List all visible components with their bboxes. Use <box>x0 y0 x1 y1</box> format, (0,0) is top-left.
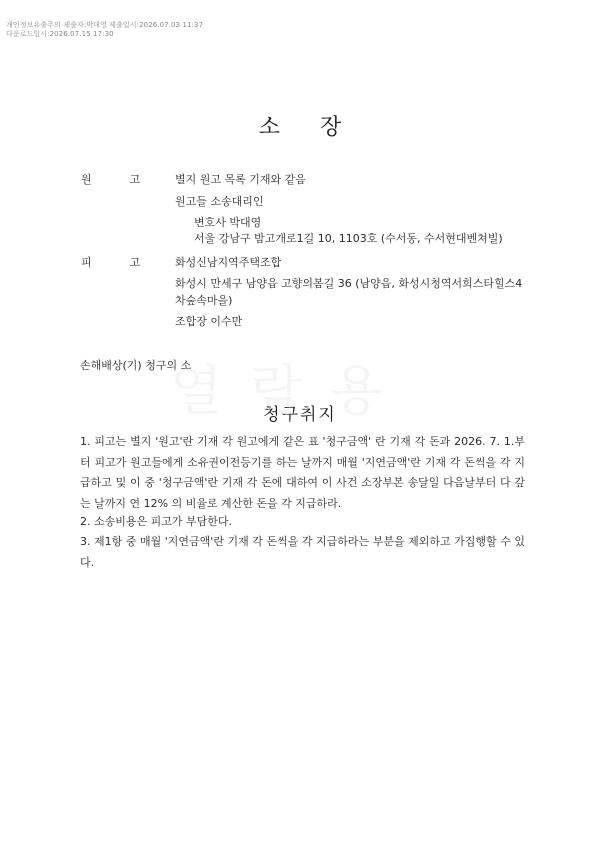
download-stamp <box>6 21 203 39</box>
document-title: 소장 <box>258 115 382 140</box>
case-name: 손해배상(기) 청구의 소 <box>80 359 192 372</box>
claim-item-1: 1. 피고는 별지 '원고'란 기재 각 원고에게 같은 표 '청구금액' 란 기재 각 돈과 2026. 7. 1.부터 피고가 원고들에게 소유권이전등기를 하는 날까지 매월 '지연금액'란 기재 각 돈씩을 각 지급하고 및 이 중 '청구금액'란 기재 각 돈에 대하여 이 사건 소장부본 송달일 다음날부터 다 갚는 날까지 연 12% 의 비율로 계산한 돈을 각 지급하라. <box>80 435 525 510</box>
claim-item-3: 3. 제1항 중 매월 '지연금액'란 기재 각 돈씩을 각 지급하라는 부분을 제외하고 가집행할 수 있다. <box>80 535 525 569</box>
plaintiff-attorney-name: 변호사 박대영 <box>194 216 262 229</box>
defendant-address-line1: 화성시 만세구 남양읍 고향의봄길 36 (남양읍, 화성시청역서희스타힐스4 <box>175 277 523 290</box>
claims-section-title: 청구취지 <box>263 405 337 425</box>
defendant-name: 화성신남지역주택조합 <box>175 256 282 269</box>
plaintiff-attorney-address: 서울 강남구 밤고개로1길 10, 1103호 (수서동, 수서현대벤쳐빌) <box>194 232 503 245</box>
claim-item-2: 2. 소송비용은 피고가 부담한다. <box>80 515 232 528</box>
defendant-address-line2: 차숲속마을) <box>175 294 233 307</box>
stamp-line-download: 다운로드일시:2026.07.15 17:30 <box>6 30 114 38</box>
plaintiff-label: 원 고 <box>81 173 141 186</box>
stamp-line-submitter: 개인정보유출주의 제출자:박대영 제출일시:2026.07.03 11:37 <box>6 21 204 29</box>
plaintiff-counsel-label: 원고들 소송대리인 <box>175 195 264 208</box>
defendant-label: 피 고 <box>81 256 141 269</box>
defendant-representative: 조합장 이수만 <box>175 315 243 328</box>
plaintiff-description: 별지 원고 목록 기재와 같음 <box>175 173 306 186</box>
